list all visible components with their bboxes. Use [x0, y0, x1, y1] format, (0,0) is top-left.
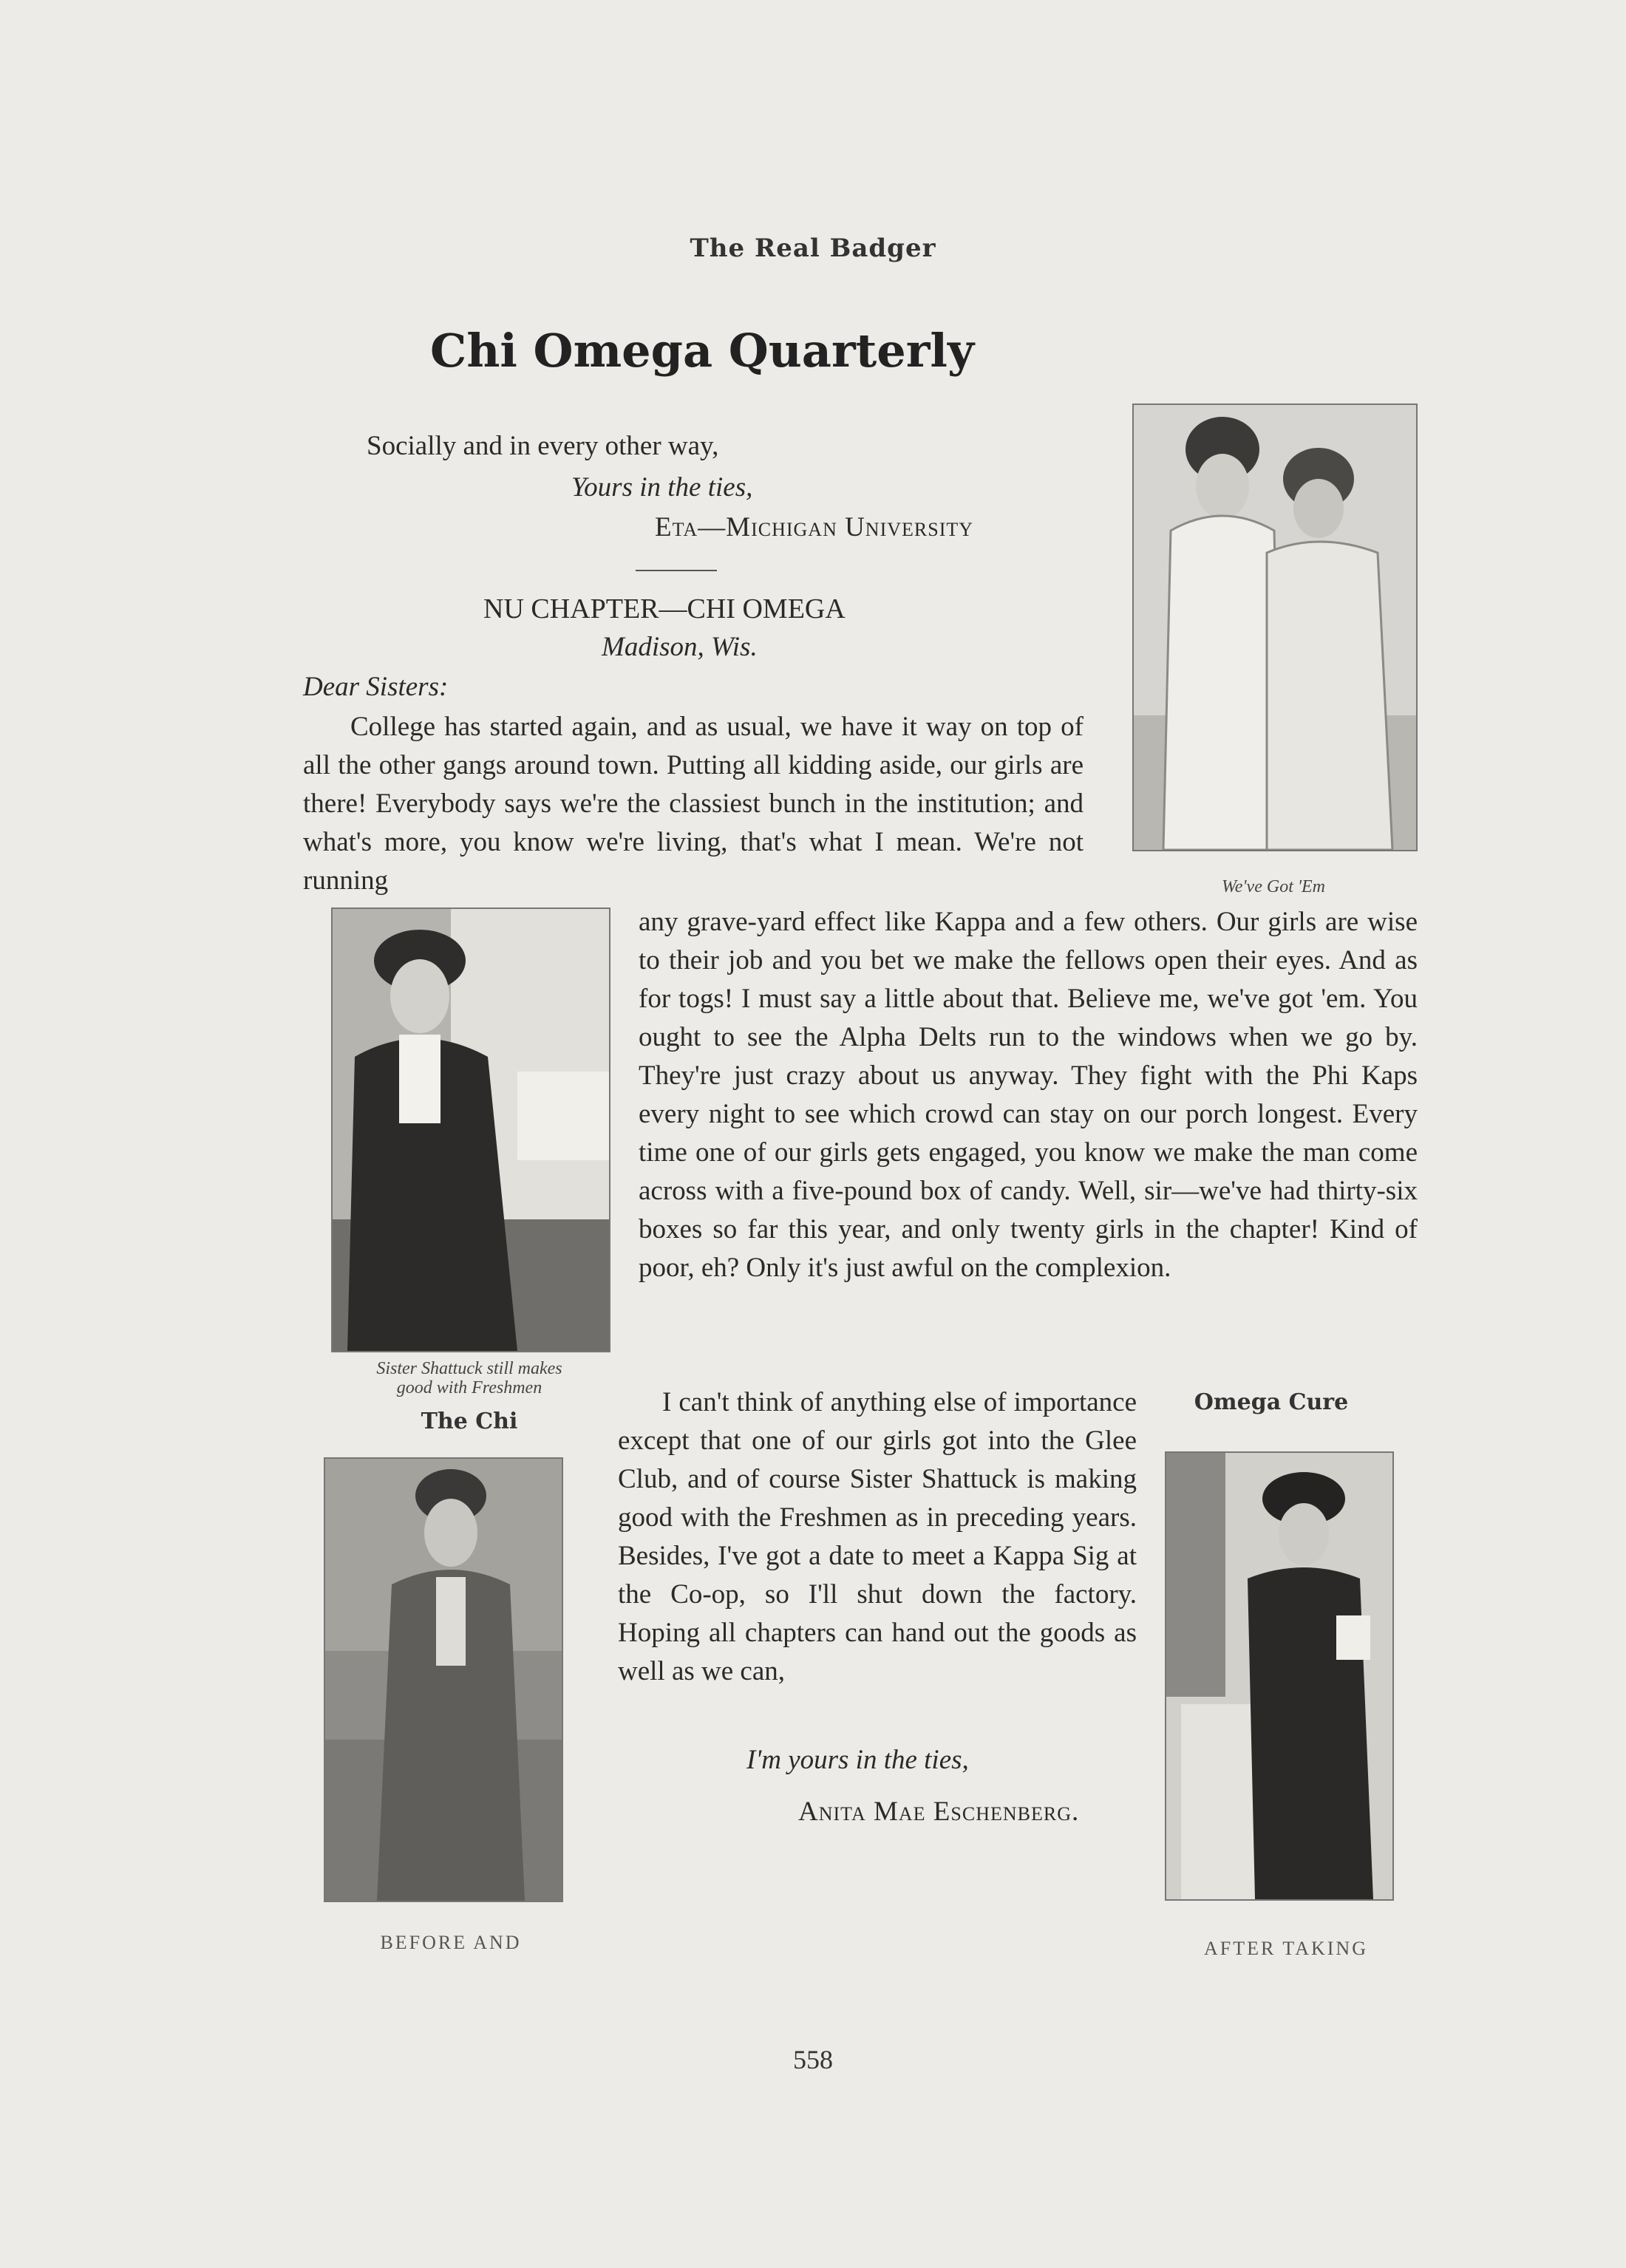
- caption-photo-2-line-1: Sister Shattuck still makes: [376, 1359, 562, 1378]
- body-paragraph-1-top: College has started again, and as usual, we have it way on top of all the other gangs around town. Putting all kidding aside, our girls are there! Everybody says we're the classiest bunch in the institution; and what's more, you know we're living, that's what I mean. We're not running: [303, 712, 1084, 896]
- label-omega-cure: Omega Cure: [1194, 1389, 1349, 1415]
- letter1-closing-ties: Yours in the ties,: [571, 472, 753, 503]
- salutation: Dear Sisters:: [303, 672, 449, 702]
- photo-sister-shattuck: [331, 907, 610, 1352]
- page-title: Chi Omega Quarterly: [430, 324, 974, 378]
- body-paragraph-2: I can't think of anything else of importance except that one of our girls got into the Glee Club, and of course Sister Shattuck is making good with the Freshmen as in preceding years. Besides, I've got a date to meet a Kappa Sig at the Co-op, so I'll shut down the factory. Hoping all chapters can hand out the goods as well as we can,: [618, 1387, 1137, 1686]
- caption-photo-2-line-2: good with Freshmen: [396, 1378, 542, 1397]
- photo-woman-in-coat: [324, 1457, 563, 1902]
- letter1-signature: Eta—Michigan University: [655, 512, 974, 542]
- photo-woman-with-books: [1165, 1451, 1394, 1901]
- letter2-closing: I'm yours in the ties,: [746, 1745, 969, 1775]
- body-paragraph-1-continued: any grave-yard effect like Kappa and a few others. Our girls are wise to their job and you bet we make the fellows open their eyes. And as for togs! I must say a little about that. Believe me, we've got 'em. You ought to see the Alpha Delts run to the windows when we go by. They're just crazy about us anyway. They fight with the Phi Kaps every night to see which crowd can stay on our porch longest. Every time one of our girls gets engaged, you know we make the man come across with a five-pound box of candy. Well, sir—we've had thirty-six boxes so far this year, and only twenty girls in the chapter! Kind of poor, eh? Only it's just awful on the complexion.: [639, 907, 1418, 1283]
- label-after: AFTER TAKING: [1204, 1938, 1368, 1959]
- letter2-signature: Anita Mae Eschenberg.: [798, 1797, 1080, 1827]
- label-the-chi: The Chi: [421, 1409, 518, 1434]
- chapter-location: Madison, Wis.: [602, 632, 758, 662]
- letter1-closing-line: Socially and in every other way,: [367, 431, 719, 461]
- caption-photo-1: We've Got 'Em: [1221, 877, 1325, 896]
- page-number: 558: [793, 2045, 833, 2074]
- chapter-heading: NU CHAPTER—CHI OMEGA: [483, 593, 846, 624]
- photo-two-women: [1132, 403, 1418, 851]
- label-before: BEFORE AND: [380, 1932, 522, 1953]
- section-divider: [636, 570, 717, 571]
- running-head: The Real Badger: [690, 234, 936, 263]
